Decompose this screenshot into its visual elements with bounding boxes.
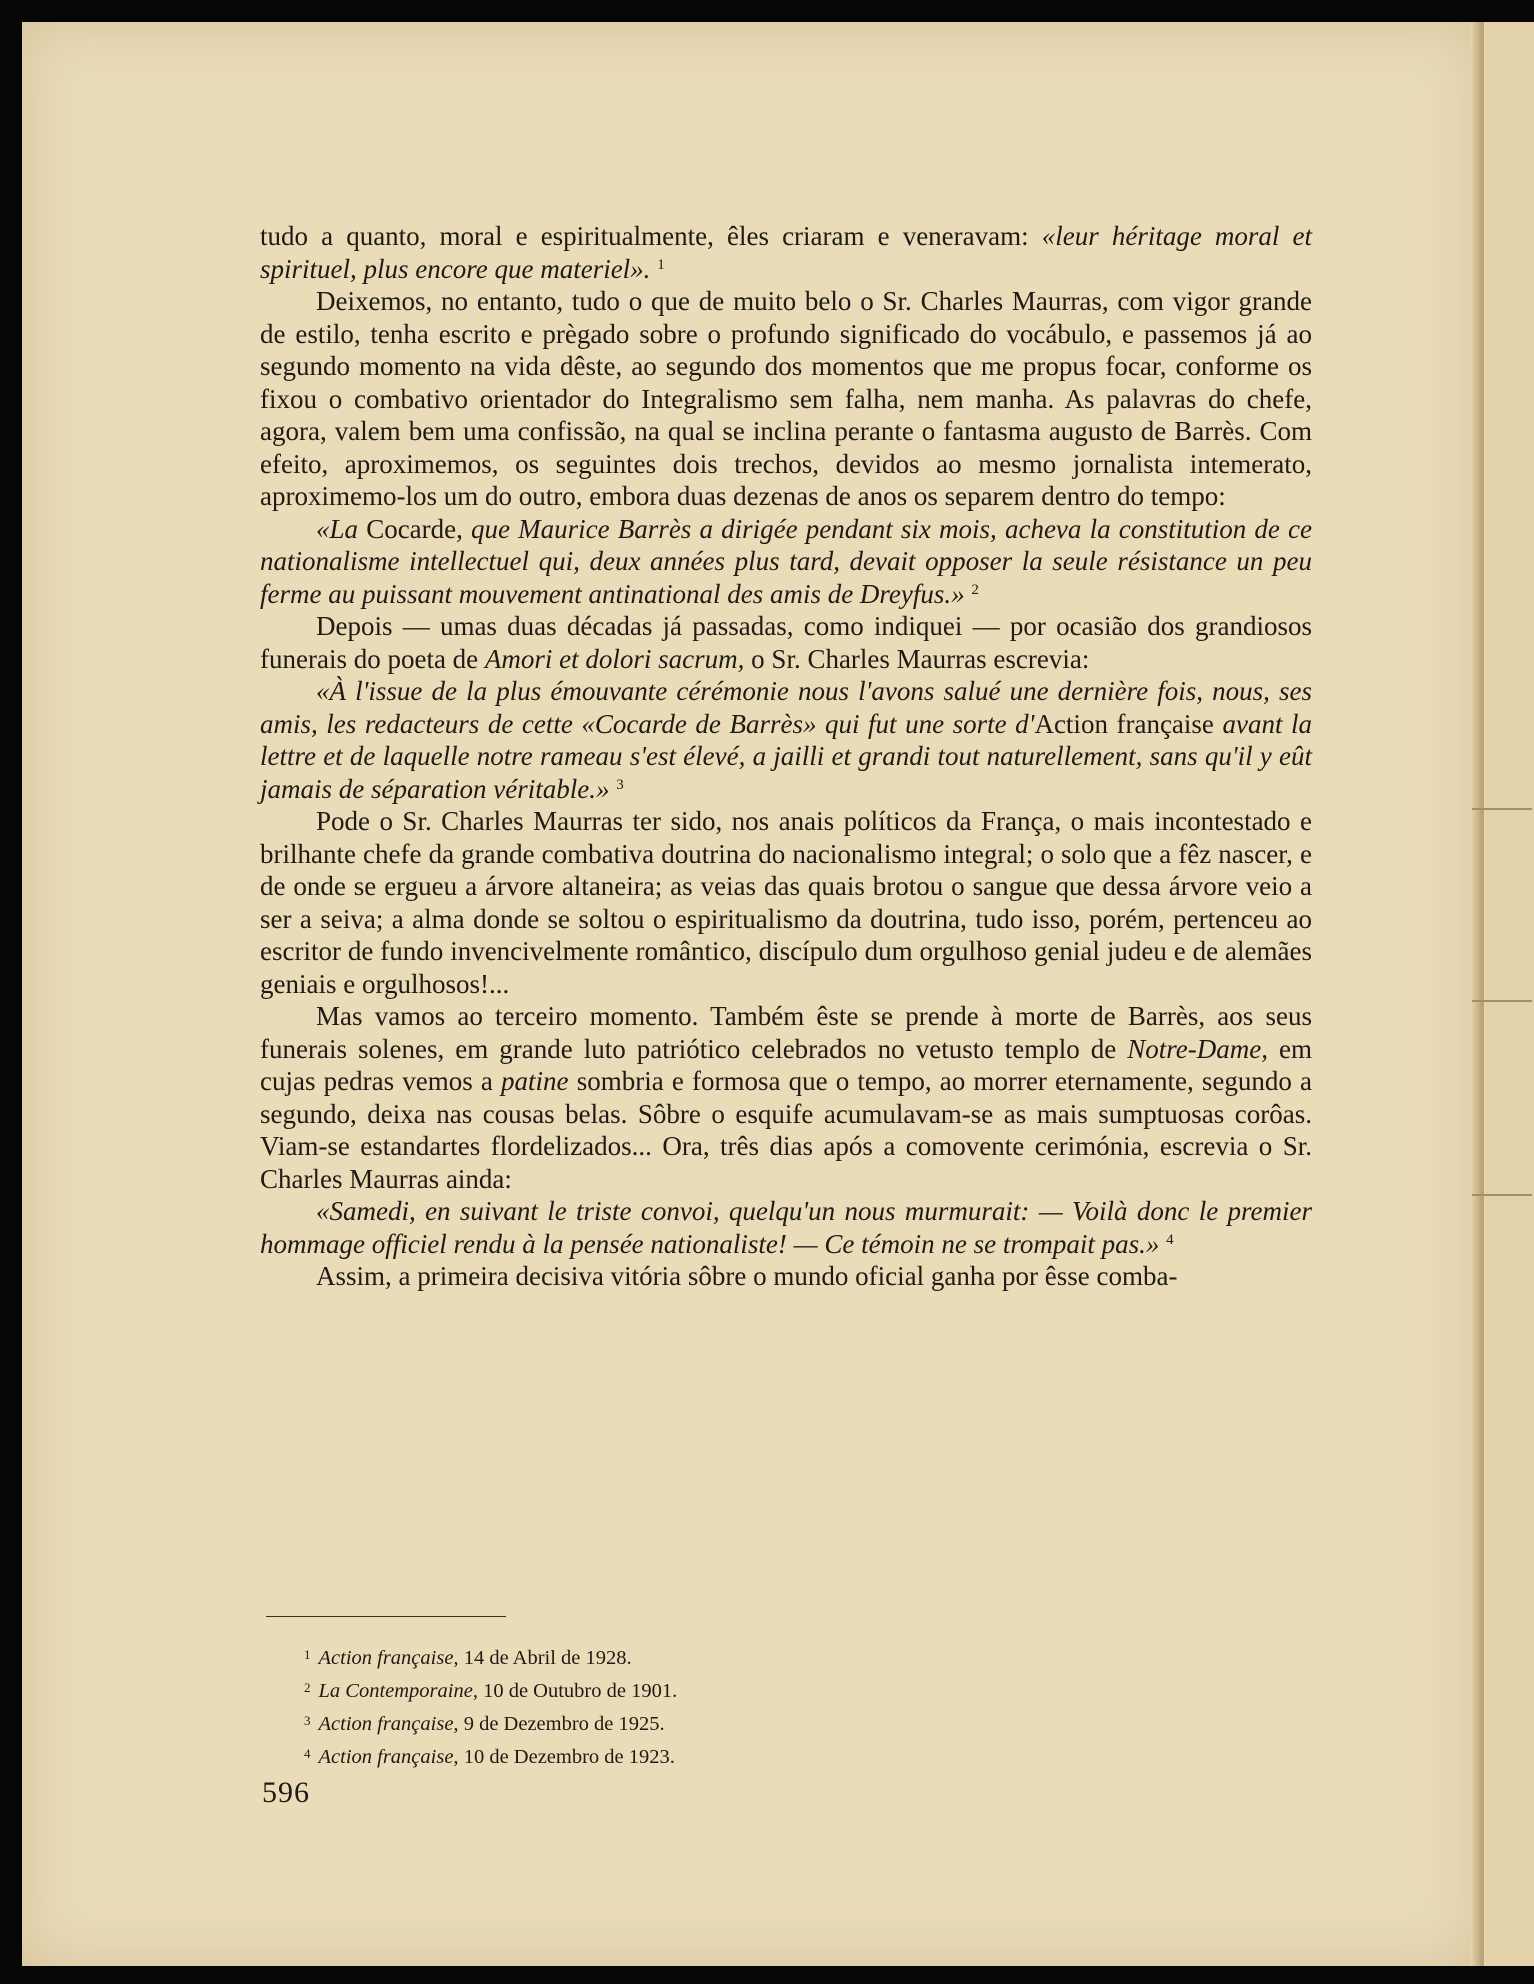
italic-text: «À l'issue de la plus émouvante cérémonie nous l'avons salué une dernière fois, nous, ses amis, les redacteurs de cette «Cocarde de Barrès» qui fut une sorte d' [260, 676, 1312, 739]
footnote-number: 3 [304, 1713, 311, 1728]
paragraph [260, 1000, 1312, 1195]
page-number: 596 [262, 1776, 310, 1809]
footnote-separator [266, 1616, 506, 1617]
footnote-source: La Contemporaine, [318, 1680, 478, 1702]
text-run: Depois — umas duas décadas já passadas, como indiquei — por ocasião dos grandiosos funerais do poeta de [260, 611, 1312, 674]
text-run: Mas vamos ao terceiro momento. Também êste se prende à morte de Barrès, aos seus funerais solenes, em grande luto patriótico celebrados no vetusto templo de [260, 1001, 1312, 1064]
paragraph [260, 1260, 1312, 1293]
italic-text: «leur héritage moral et spirituel, plus encore que materiel». [260, 221, 1313, 284]
text-run: Deixemos, no entanto, tudo o que de muito belo o Sr. Charles Maurras, com vigor grande de estilo, tenha escrito e prègado sobre o profundo significado do vocábulo, e passemos já ao segundo momento na vida dêste, ao segundo dos momentos que me propus focar, conforme os fixou o combativo orientador do Integralismo sem falha, nem manha. As palavras do chefe, agora, valem bem uma confissão, na qual se inclina perante o fantasma augusto de Barrès. Com efeito, aproximemos, os seguintes dois trechos, devidos ao mesmo jornalista intemerato, aproximemo-los um do outro, embora duas dezenas de anos os separem dentro do tempo: [260, 286, 1312, 511]
footnote-source: Action française, [318, 1713, 459, 1735]
italic-text: Notre-Dame, [1127, 1033, 1268, 1064]
footnote-number: 4 [304, 1746, 311, 1761]
footnote [304, 1739, 1204, 1772]
footnote-number: 1 [304, 1647, 311, 1662]
paragraph [260, 675, 1312, 805]
text-run: Action française [1034, 708, 1214, 739]
page-edge-mark [1472, 1194, 1532, 1196]
footnote-date: 9 de Dezembro de 1925. [458, 1713, 665, 1735]
page-edge-mark [1472, 1000, 1532, 1002]
footnote-ref: 4 [1166, 1231, 1174, 1248]
italic-text: «La [316, 513, 367, 544]
italic-text: que Maurice Barrès a dirigée pendant six mois, acheva la constitution de ce nationalisme intellectuel qui, deux années plus tard, devait opposer la seule résistance un peu ferme au puissant mouvement antinational des amis de Dreyfus.» [260, 513, 1312, 609]
footnote-ref: 1 [657, 256, 665, 273]
italic-text: «Samedi, en suivant le triste convoi, quelqu'un nous murmurait: — Voilà donc le premier hommage officiel rendu à la pensée nationaliste! — Ce témoin ne se trompait pas.» [260, 1196, 1312, 1259]
footnote-date: 10 de Dezembro de 1923. [458, 1746, 675, 1768]
italic-text: patine [501, 1066, 569, 1096]
footnotes [304, 1640, 1204, 1772]
footnote [304, 1706, 1204, 1739]
body-text [260, 220, 1312, 1293]
adjacent-page-edge [1482, 22, 1534, 1966]
text-run: Pode o Sr. Charles Maurras ter sido, nos anais políticos da França, o mais incontestado e brilhante chefe da grande combativa doutrina do nacionalismo integral; o solo que a fêz nascer, e de onde se ergueu a árvore altaneira; as veias das quais brotou o sangue que dessa árvore veio a ser a seiva; a alma donde se soltou o espiritualismo da doutrina, tudo isso, porém, pertenceu ao escritor de fundo invencivelmente romântico, discípulo dum orgulhoso genial judeu e de alemães geniais e orgulhosos!... [260, 806, 1312, 999]
text-run: Cocarde, [366, 513, 472, 544]
paragraph [260, 220, 1312, 285]
text-run: tudo a quanto, moral e espiritualmente, êles criaram e veneravam: [260, 221, 1042, 251]
page-edge-mark [1472, 808, 1532, 810]
footnote-date: 10 de Outubro de 1901. [477, 1680, 678, 1702]
footnote [304, 1640, 1204, 1673]
paragraph [260, 1195, 1312, 1260]
paragraph [260, 285, 1312, 513]
paragraph [260, 610, 1312, 675]
paragraph [260, 513, 1312, 611]
text-run: Assim, a primeira decisiva vitória sôbre o mundo oficial ganha por êsse comba- [316, 1261, 1178, 1291]
paragraph [260, 805, 1312, 1000]
footnote-ref: 2 [971, 581, 979, 598]
footnote-source: Action française, [318, 1746, 459, 1768]
footnote-date: 14 de Abril de 1928. [458, 1647, 632, 1669]
text-run: em cujas pedras vemos a [260, 1033, 1312, 1096]
footnote-number: 2 [304, 1680, 311, 1695]
footnote [304, 1673, 1204, 1706]
italic-text: avant la lettre et de laquelle notre rameau s'est élevé, a jailli et grandi tout naturellement, sans qu'il y eût jamais de séparation véritable.» [260, 708, 1313, 804]
footnote-source: Action française, [318, 1647, 459, 1669]
text-run: o Sr. Charles Maurras escrevia: [744, 643, 1090, 674]
text-run: sombria e formosa que o tempo, ao morrer eternamente, segundo a segundo, deixa nas cousas belas. Sôbre o esquife acumulavam-se as mais sumptuosas corôas. Viam-se estandartes flordelizados... Ora, três dias após a comovente cerimónia, escrevia o Sr. Charles Maurras ainda: [260, 1066, 1313, 1194]
book-page [22, 22, 1478, 1966]
italic-text: Amori et dolori sacrum, [484, 643, 745, 674]
footnote-ref: 3 [616, 776, 624, 793]
